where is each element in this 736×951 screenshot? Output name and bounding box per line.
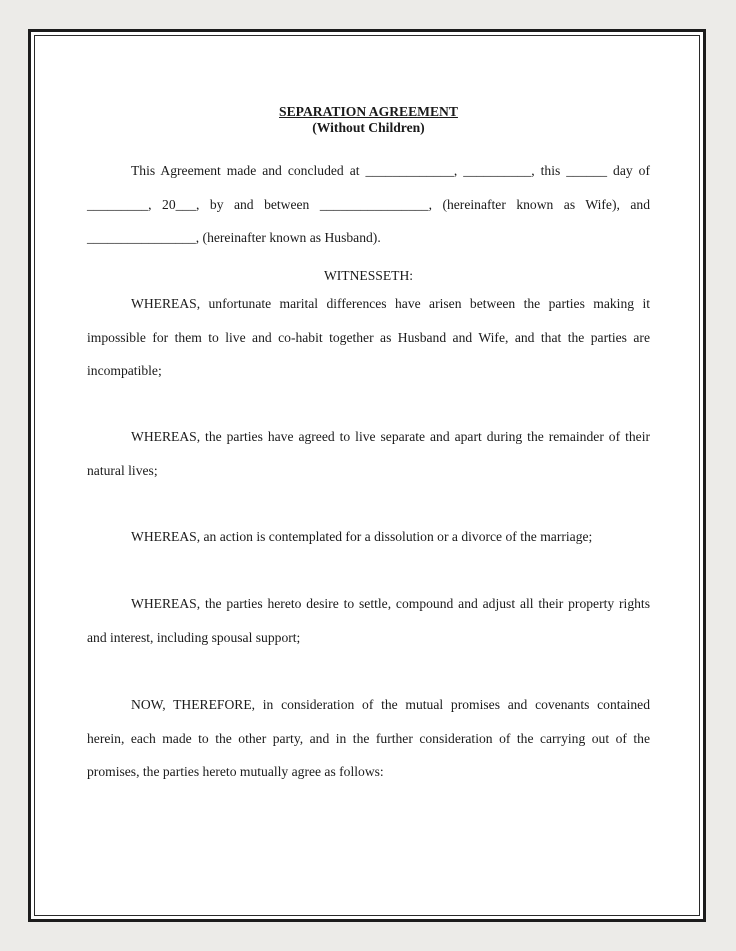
whereas-clause-3 xyxy=(87,529,650,563)
document-heading xyxy=(87,104,650,136)
clause-line: herein, each made to the other party, and in the further consideration of the carrying out of the xyxy=(87,730,650,746)
intro-line: _________, 20___, by and between ________________, (hereinafter known as Wife), and xyxy=(87,196,650,212)
now-therefore-clause xyxy=(87,697,650,798)
clause-line: promises, the parties hereto mutually agree as follows: xyxy=(87,764,384,779)
intro-line: ________________, (hereinafter known as Husband). xyxy=(87,230,381,245)
clause-line: impossible for them to live and co-habit together as Husband and Wife, and that the parties are xyxy=(87,329,650,345)
clause-line: natural lives; xyxy=(87,462,158,478)
whereas-clause-4 xyxy=(87,596,650,663)
clause-line: incompatible; xyxy=(87,363,162,378)
document-subtitle: (Without Children) xyxy=(312,120,425,135)
clause-line: WHEREAS, an action is contemplated for a dissolution or a divorce of the marriage; xyxy=(131,529,593,544)
intro-line: This Agreement made and concluded at _____________, __________, this ______ day of xyxy=(131,163,650,178)
clause-line: NOW, THEREFORE, in consideration of the mutual promises and covenants contained xyxy=(131,697,650,712)
clause-line: WHEREAS, unfortunate marital differences have arisen between the parties making it xyxy=(131,296,650,311)
witnesseth-heading: WITNESSETH: xyxy=(323,268,414,283)
whereas-clause-2 xyxy=(87,429,650,496)
clause-line: and interest, including spousal support; xyxy=(87,629,301,645)
clause-line: WHEREAS, the parties have agreed to live separate and apart during the remainder of their xyxy=(131,429,650,444)
whereas-clause-1 xyxy=(87,296,650,397)
intro-paragraph xyxy=(87,163,650,264)
clause-line: WHEREAS, the parties hereto desire to settle, compound and adjust all their property rights xyxy=(131,596,650,611)
document-title: SEPARATION AGREEMENT xyxy=(279,104,458,119)
